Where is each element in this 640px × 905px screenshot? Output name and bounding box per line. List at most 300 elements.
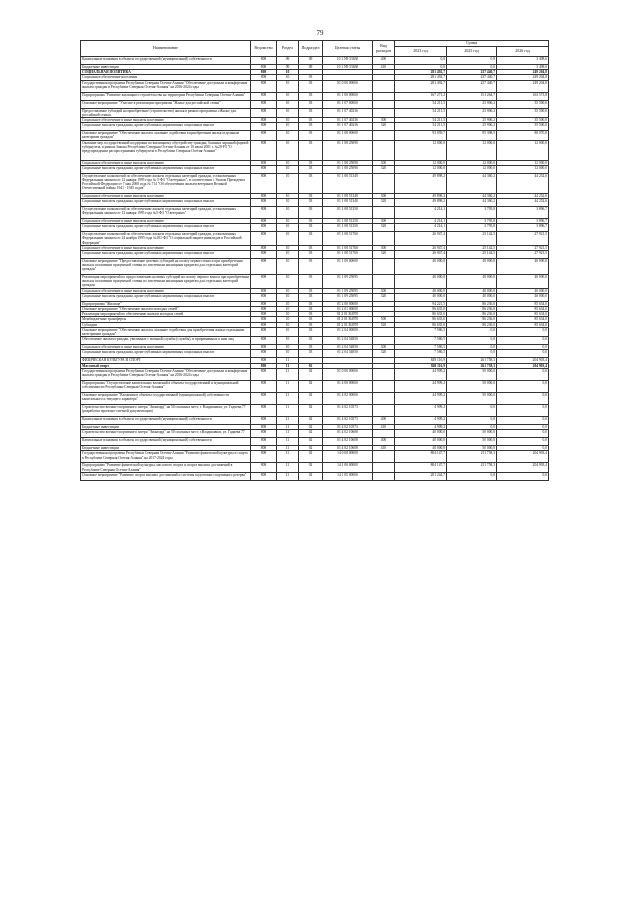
row-sum-year-3: 204 903,4 (497, 451, 549, 463)
row-sum-year-3: 12 000,0 (497, 140, 549, 160)
row-sum-year-1: 86 635,0 (395, 317, 447, 322)
row-target-article: 01 4 02 10573 (323, 424, 373, 429)
table-row (81, 463, 549, 472)
row-razdel: 11 (277, 430, 299, 438)
row-sum-year-2: 50 000,0 (447, 430, 497, 438)
row-podrazdel: 03 (299, 100, 323, 108)
row-sum-year-3: 85 634,0 (497, 317, 549, 322)
row-target-article: 01 1 08 51340 (323, 173, 373, 193)
row-sum-year-1: 7 586,5 (395, 345, 447, 350)
row-sum-year-1: 167 271,2 (395, 92, 447, 100)
row-razdel: 10 (277, 251, 299, 259)
row-name: Основное мероприятие "Развитие спорта высших достижений и системы подготовки спортивного резерва" (81, 472, 251, 480)
row-sum-year-1: 40 000,0 (395, 293, 447, 301)
table-row (81, 350, 549, 358)
row-sum-year-2: 25 142,5 (447, 245, 497, 250)
row-sum-year-1: 7 586,5 (395, 350, 447, 358)
row-target-article: 01 2 04 54850 (323, 337, 373, 345)
row-sum-year-2: 0,0 (447, 337, 497, 345)
row-expense-type: 410 (373, 424, 395, 429)
row-name: Обеспечение жильем граждан, уволенных с военной службы (службы), и приравненных к ним лиц (81, 337, 251, 345)
row-podrazdel: 02 (299, 363, 323, 368)
row-podrazdel: 02 (299, 404, 323, 416)
row-ved: 808 (251, 288, 277, 293)
row-expense-type (373, 327, 395, 336)
row-podrazdel: 03 (299, 173, 323, 193)
row-sum-year-1: 4 909,2 (395, 416, 447, 424)
row-sum-year-1: 86 635,0 (395, 307, 447, 312)
row-expense-type (373, 232, 395, 246)
row-name: Предоставление субсидий на приобретение (строительство) жилья в рамках программы «Жилье для российской семьи» (81, 108, 251, 117)
row-target-article: 01 2 04 54850 (323, 345, 373, 350)
row-podrazdel: 03 (299, 160, 323, 165)
row-sum-year-3: 0,0 (497, 446, 549, 451)
row-podrazdel: 03 (299, 345, 323, 350)
row-razdel: 10 (277, 140, 299, 160)
row-name: Основное мероприятие "Обеспечение жильем, оказание содействия в приобретении жилья отдельным категориям граждан" (81, 131, 251, 140)
table-row (81, 368, 549, 380)
row-sum-year-3: 204 903,4 (497, 363, 549, 368)
table-row (81, 392, 549, 404)
row-sum-year-1: 26 947,4 (395, 232, 447, 246)
row-sum-year-3: 3 896,7 (497, 207, 549, 219)
row-ved: 808 (251, 193, 277, 198)
row-expense-type (373, 140, 395, 160)
row-podrazdel: 02 (299, 392, 323, 404)
header-razdel: Раздел (277, 41, 299, 57)
row-podrazdel: 02 (299, 424, 323, 429)
row-sum-year-3: 249 204,8 (497, 70, 549, 75)
row-podrazdel: 03 (299, 293, 323, 301)
row-razdel: 11 (277, 472, 299, 480)
row-ved: 808 (251, 380, 277, 392)
table-row (81, 416, 549, 424)
row-ved: 808 (251, 327, 277, 336)
row-razdel: 10 (277, 327, 299, 336)
row-name: Субсидии (81, 322, 251, 327)
row-podrazdel: 03 (299, 327, 323, 336)
row-razdel: 10 (277, 165, 299, 173)
row-sum-year-1: 849 116,9 (395, 363, 447, 368)
row-name: Бюджетные инвестиции (81, 446, 251, 451)
row-name: Капитальные вложения в объекты государственной (муниципальной) собственности (81, 438, 251, 446)
row-sum-year-3: 204 903,4 (497, 463, 549, 472)
row-sum-year-1: 49 898,2 (395, 193, 447, 198)
row-name: Основное мероприятие "Участие в реализации программы "Жилье для российской семьи" (81, 100, 251, 108)
row-razdel: 10 (277, 131, 299, 140)
row-expense-type (373, 451, 395, 463)
page-number: 79 (316, 29, 324, 37)
row-target-article: 01 4 02 10608 (323, 430, 373, 438)
row-name: Социальное обеспечение и иные выплаты населению (81, 193, 251, 198)
row-name: Социальные выплаты гражданам, кроме публичных нормативных социальных выплат (81, 199, 251, 207)
row-sum-year-2: 0,0 (447, 472, 497, 480)
table-row (81, 123, 549, 131)
row-expense-type (373, 207, 395, 219)
row-target-article: 01 1 09 25095 (323, 275, 373, 289)
row-razdel: 10 (277, 245, 299, 250)
row-ved: 808 (251, 173, 277, 193)
row-name: Осуществление полномочий по обеспечению жильем отдельных категорий граждан, установленных Федеральным законом от 12 января 1995 года № 5-ФЗ "О ветеранах", в соответствии с Указом Президента Российской Федерации от 7 мая 2008 года № 714 "Об обеспечении жильем ветеранов Великой Отечественной войны 1941 - 1945 годов" (81, 173, 251, 193)
row-razdel: 10 (277, 317, 299, 322)
row-sum-year-3: 40 000,0 (497, 275, 549, 289)
row-expense-type: 300 (373, 160, 395, 165)
row-expense-type: 520 (373, 322, 395, 327)
row-podrazdel: 03 (299, 80, 323, 92)
row-sum-year-1: 54 211,5 (395, 123, 447, 131)
row-razdel: 11 (277, 380, 299, 392)
row-sum-year-1: 201 244,7 (395, 472, 447, 480)
row-expense-type: 410 (373, 446, 395, 451)
row-sum-year-2: 3 795,8 (447, 219, 497, 224)
row-podrazdel: 03 (299, 199, 323, 207)
row-expense-type: 320 (373, 224, 395, 232)
row-podrazdel: 03 (299, 350, 323, 358)
row-expense-type (373, 100, 395, 108)
row-sum-year-1: 44 909,2 (395, 368, 447, 380)
row-sum-year-2: 25 142,5 (447, 251, 497, 259)
table-row (81, 380, 549, 392)
row-name: Подпрограмма "Развитие физической культуры, массового спорта и спорта высших достижений в Республике Северная Осетия-Алания" (81, 463, 251, 472)
row-sum-year-2: 237 440,7 (447, 80, 497, 92)
row-expense-type: 320 (373, 199, 395, 207)
row-razdel: 11 (277, 463, 299, 472)
row-target-article: 01 1 08 25090 (323, 160, 373, 165)
row-sum-year-2: 12 000,0 (447, 165, 497, 173)
row-sum-year-2: 0,0 (447, 404, 497, 416)
row-target-article: 01 2 01 R4970 (323, 322, 373, 327)
row-sum-year-1: 4 214,1 (395, 207, 447, 219)
row-razdel: 09 (277, 65, 299, 70)
row-sum-year-3: 40 000,0 (497, 293, 549, 301)
row-expense-type (373, 275, 395, 289)
table-row (81, 100, 549, 108)
row-sum-year-3: 3 498,6 (497, 65, 549, 70)
row-target-article: 01 2 01 R4970 (323, 317, 373, 322)
row-target-article: 01 1 08 51760 (323, 251, 373, 259)
row-ved: 808 (251, 118, 277, 123)
row-expense-type: 400 (373, 416, 395, 424)
row-sum-year-2: 25 142,5 (447, 232, 497, 246)
row-razdel: 10 (277, 75, 299, 80)
row-sum-year-3: 3 896,7 (497, 219, 549, 224)
row-sum-year-2: 0,0 (447, 424, 497, 429)
row-razdel: 10 (277, 307, 299, 312)
row-ved: 808 (251, 92, 277, 100)
row-ved: 808 (251, 322, 277, 327)
row-expense-type (373, 80, 395, 92)
row-sum-year-3: 0,0 (497, 424, 549, 429)
row-ved: 808 (251, 438, 277, 446)
row-sum-year-2: 44 360,2 (447, 193, 497, 198)
row-sum-year-1: 0,0 (395, 65, 447, 70)
row-target-article: 01 4 02 00000 (323, 392, 373, 404)
row-sum-year-3: 27 921,5 (497, 232, 549, 246)
row-expense-type (373, 392, 395, 404)
row-sum-year-3: 35 500,0 (497, 118, 549, 123)
row-razdel: 10 (277, 232, 299, 246)
row-sum-year-2: 86 236,0 (447, 322, 497, 327)
row-expense-type (373, 92, 395, 100)
row-sum-year-2: 0,0 (447, 327, 497, 336)
row-sum-year-1: 4 909,2 (395, 424, 447, 429)
row-razdel: 10 (277, 259, 299, 275)
table-row (81, 404, 549, 416)
row-razdel: 10 (277, 123, 299, 131)
row-podrazdel: 02 (299, 438, 323, 446)
row-name: Социальное обеспечение и иные выплаты населению (81, 245, 251, 250)
row-sum-year-1: 54 211,5 (395, 108, 447, 117)
row-ved: 808 (251, 251, 277, 259)
header-summa: Сумма (395, 41, 549, 47)
row-sum-year-2: 0,0 (447, 345, 497, 350)
row-podrazdel: 03 (299, 259, 323, 275)
row-sum-year-3: 0,0 (497, 404, 549, 416)
row-sum-year-2: 85 398,5 (447, 131, 497, 140)
row-expense-type (373, 173, 395, 193)
row-expense-type (373, 259, 395, 275)
row-expense-type: 500 (373, 317, 395, 322)
row-razdel: 10 (277, 100, 299, 108)
row-sum-year-3: 204 903,4 (497, 358, 549, 363)
row-sum-year-2: 40 000,0 (447, 259, 497, 275)
row-sum-year-3: 35 500,0 (497, 123, 549, 131)
table-row (81, 131, 549, 140)
row-podrazdel: 03 (299, 288, 323, 293)
row-expense-type (373, 131, 395, 140)
row-name: Социальное обеспечение и иные выплаты населению (81, 118, 251, 123)
row-sum-year-2: 237 440,7 (447, 70, 497, 75)
row-expense-type: 400 (373, 438, 395, 446)
row-ved: 808 (251, 57, 277, 65)
row-podrazdel: 03 (299, 251, 323, 259)
row-target-article: 01 1 07 40236 (323, 118, 373, 123)
table-row (81, 293, 549, 301)
row-target-article: 01 4 00 00000 (323, 380, 373, 392)
row-sum-year-2: 25 906,2 (447, 108, 497, 117)
row-expense-type: 300 (373, 193, 395, 198)
row-sum-year-2: 3 795,8 (447, 207, 497, 219)
row-sum-year-3: 88 070,8 (497, 131, 549, 140)
row-target-article: 01 1 08 51350 (323, 219, 373, 224)
table-row (81, 472, 549, 480)
row-sum-year-3: 12 000,0 (497, 165, 549, 173)
row-name: Подпрограмма "Развитие жилищного строительства на территории Республики Северная Осетия-Алания" (81, 92, 251, 100)
row-sum-year-1: 44 909,2 (395, 380, 447, 392)
row-target-article: 01 1 08 51350 (323, 224, 373, 232)
row-sum-year-3: 0,0 (497, 430, 549, 438)
row-name: Социальное обеспечение и иные выплаты населению (81, 160, 251, 165)
row-target-article: 01 0 00 00000 (323, 368, 373, 380)
row-sum-year-2: 50 000,0 (447, 438, 497, 446)
row-expense-type (373, 380, 395, 392)
table-row (81, 438, 549, 446)
row-target-article: 01 1 09 00000 (323, 259, 373, 275)
row-ved: 808 (251, 100, 277, 108)
row-sum-year-1: 281 492,7 (395, 80, 447, 92)
header-name: Наименование (81, 41, 251, 57)
table-row (81, 337, 549, 345)
row-target-article: 01 0 00 00000 (323, 80, 373, 92)
row-expense-type: 320 (373, 251, 395, 259)
row-sum-year-1: 4 909,2 (395, 404, 447, 416)
row-expense-type: 300 (373, 245, 395, 250)
row-ved: 808 (251, 75, 277, 80)
table-row (81, 251, 549, 259)
row-razdel: 11 (277, 446, 299, 451)
row-name: Строительство военно-спортивного лагеря "Авангард" на 50 спальных мест, г. Владикавказ, ул. Гадиева,77 (разработка проектно-сметной документации) (81, 404, 251, 416)
row-podrazdel: 03 (299, 312, 323, 317)
row-sum-year-1: 26 947,4 (395, 245, 447, 250)
row-name: Государственная программа Республики Северная Осетия-Алания "Обеспечение доступным и комфортным жильем граждан в Республике Северная Осетия-Алания" на 2016-2024 годы (81, 368, 251, 380)
row-sum-year-1: 49 898,2 (395, 173, 447, 193)
row-target-article: 01 1 08 25090 (323, 165, 373, 173)
row-razdel: 10 (277, 219, 299, 224)
row-razdel: 10 (277, 293, 299, 301)
row-sum-year-2: 261 758,3 (447, 363, 497, 368)
row-sum-year-3: 44 252,6 (497, 199, 549, 207)
row-target-article: 01 1 07 40236 (323, 108, 373, 117)
row-sum-year-2: 50 000,0 (447, 368, 497, 380)
row-sum-year-3: 35 500,0 (497, 100, 549, 108)
row-target-article: 10 1 N9 53650 (323, 57, 373, 65)
row-sum-year-2: 237 440,7 (447, 75, 497, 80)
row-sum-year-2: 86 236,0 (447, 307, 497, 312)
row-ved: 808 (251, 345, 277, 350)
row-podrazdel: 03 (299, 140, 323, 160)
row-ved: 808 (251, 301, 277, 306)
table-row (81, 108, 549, 117)
row-razdel: 10 (277, 301, 299, 306)
row-target-article: 01 1 08 51350 (323, 207, 373, 219)
row-sum-year-3: 27 921,5 (497, 251, 549, 259)
row-razdel: 10 (277, 207, 299, 219)
row-expense-type (373, 404, 395, 416)
row-sum-year-2: 40 000,0 (447, 293, 497, 301)
row-sum-year-2: 0,0 (447, 65, 497, 70)
row-razdel: 11 (277, 424, 299, 429)
row-name: Реализация мероприятий по обеспечению жильем молодых семей (81, 312, 251, 317)
table-row (81, 224, 549, 232)
row-podrazdel: 03 (299, 165, 323, 173)
row-target-article: 01 2 01 00000 (323, 307, 373, 312)
row-sum-year-1: 86 635,0 (395, 312, 447, 317)
row-razdel: 10 (277, 322, 299, 327)
table-row (81, 199, 549, 207)
row-sum-year-2: 261 758,3 (447, 358, 497, 363)
row-sum-year-1: 40 000,0 (395, 438, 447, 446)
row-sum-year-1: 54 211,5 (395, 118, 447, 123)
row-target-article: 14 1 00 00000 (323, 463, 373, 472)
row-podrazdel: 03 (299, 317, 323, 322)
row-podrazdel: 03 (299, 301, 323, 306)
row-ved: 808 (251, 463, 277, 472)
row-podrazdel: 03 (299, 337, 323, 345)
row-razdel: 11 (277, 392, 299, 404)
row-podrazdel: 03 (299, 131, 323, 140)
row-ved: 808 (251, 446, 277, 451)
row-sum-year-2: 40 000,0 (447, 275, 497, 289)
row-ved: 808 (251, 199, 277, 207)
row-sum-year-2: 25 906,2 (447, 100, 497, 108)
row-sum-year-3: 3 896,7 (497, 224, 549, 232)
row-sum-year-3: 0,0 (497, 350, 549, 358)
row-expense-type (373, 108, 395, 117)
row-sum-year-3: 0,0 (497, 368, 549, 380)
row-sum-year-3: 163 573,8 (497, 92, 549, 100)
row-podrazdel: 02 (299, 416, 323, 424)
table-row (81, 173, 549, 193)
row-sum-year-2: 25 906,2 (447, 118, 497, 123)
row-name: Осуществление полномочий по обеспечению жильем отдельных категорий граждан, установленных Федеральным законом от 24 ноября 1995 года №181-ФЗ "О социальной защите инвалидов в Российской Федерации" (81, 232, 251, 246)
row-name: Межбюджетные трансферты (81, 317, 251, 322)
row-sum-year-3: 0,0 (497, 345, 549, 350)
row-target-article: 10 1 N9 53650 (323, 65, 373, 70)
row-target-article: 01 4 02 10573 (323, 404, 373, 416)
row-target-article: 14 0 00 00000 (323, 451, 373, 463)
row-target-article: 01 1 00 00000 (323, 92, 373, 100)
row-ved: 808 (251, 275, 277, 289)
row-razdel: 11 (277, 438, 299, 446)
table-body (81, 57, 549, 481)
row-ved: 808 (251, 65, 277, 70)
row-sum-year-2: 86 236,0 (447, 312, 497, 317)
row-name: Социальные выплаты гражданам, кроме публичных нормативных социальных выплат (81, 224, 251, 232)
row-name: Оказание мер государственной поддержки по жилищному обустройству граждан, больных заразной формой туберкулеза, в рамках Закона Республики Северная Осетия-Алания от 10 июля 2001 г. №20-РЗ "О предупреждении распространения туберкулеза в Республике Северная Осетия-Алания" (81, 140, 251, 160)
row-sum-year-3: 0,0 (497, 416, 549, 424)
row-name: СОЦИАЛЬНАЯ ПОЛИТИКА (81, 70, 251, 75)
row-razdel: 11 (277, 416, 299, 424)
row-sum-year-2: 25 906,2 (447, 123, 497, 131)
table-row (81, 57, 549, 65)
row-razdel: 10 (277, 92, 299, 100)
row-target-article: 01 1 07 40236 (323, 123, 373, 131)
row-name: Массовый спорт (81, 363, 251, 368)
row-sum-year-2: 86 236,0 (447, 301, 497, 306)
row-sum-year-1: 7 586,5 (395, 327, 447, 336)
row-ved: 808 (251, 80, 277, 92)
row-sum-year-3: 0,0 (497, 327, 549, 336)
row-podrazdel: 03 (299, 224, 323, 232)
row-expense-type (373, 368, 395, 380)
row-name: Строительство военно-спортивного лагеря "Авангард" на 50 спальных мест, г.Владикавказ, ул. Гадиева 77 (81, 430, 251, 438)
row-sum-year-3: 0,0 (497, 438, 549, 446)
row-podrazdel: 03 (299, 219, 323, 224)
row-sum-year-3: 27 921,5 (497, 245, 549, 250)
row-podrazdel: 02 (299, 472, 323, 480)
row-ved: 808 (251, 337, 277, 345)
row-expense-type: 300 (373, 288, 395, 293)
row-expense-type: 300 (373, 118, 395, 123)
row-sum-year-1: 281 492,7 (395, 75, 447, 80)
row-podrazdel: 02 (299, 380, 323, 392)
row-ved: 808 (251, 312, 277, 317)
row-razdel: 11 (277, 404, 299, 416)
budget-table (80, 40, 549, 481)
row-ved: 808 (251, 368, 277, 380)
row-razdel: 10 (277, 345, 299, 350)
header-year-3: 2026 год (497, 47, 549, 57)
row-podrazdel: 09 (299, 57, 323, 65)
row-sum-year-3: 249 204,8 (497, 75, 549, 80)
row-expense-type: 300 (373, 345, 395, 350)
header-year-1: 2023 год (395, 47, 447, 57)
row-razdel: 10 (277, 275, 299, 289)
row-razdel: 10 (277, 224, 299, 232)
row-ved: 808 (251, 293, 277, 301)
row-sum-year-2: 50 000,0 (447, 392, 497, 404)
row-sum-year-1: 849 116,9 (395, 358, 447, 363)
